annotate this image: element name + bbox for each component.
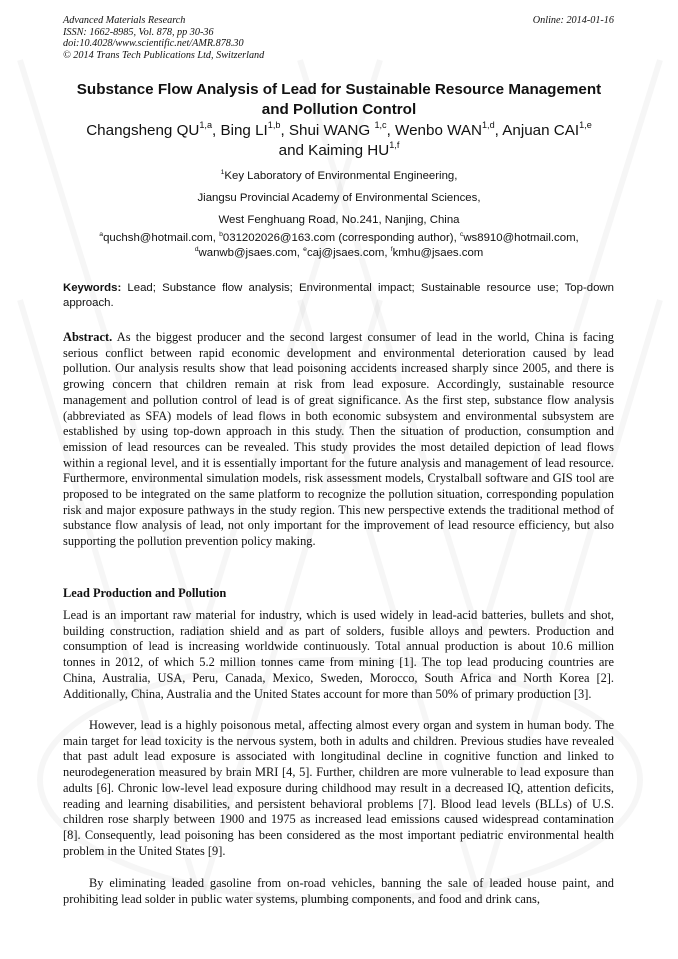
abstract — [63, 330, 614, 550]
author-line-2 — [30, 141, 648, 161]
email-line-2 — [40, 246, 638, 261]
author-line-1 — [30, 121, 648, 141]
author-name: Wenbo WAN — [395, 122, 482, 139]
affiliation — [40, 165, 638, 231]
author-separator: , — [212, 122, 221, 139]
email-marker: a — [99, 230, 104, 238]
author-affiliation-marker: 1,d — [481, 120, 495, 131]
affiliation-line-2: Jiangsu Provincial Academy of Environmental Sciences, — [197, 192, 481, 204]
email-marker: e — [303, 245, 307, 253]
email-address[interactable]: wanwb@jsaes.com, — [198, 247, 304, 259]
author-affiliation-marker: 1,c — [374, 120, 387, 131]
email-marker: b — [219, 230, 223, 238]
affiliation-text: Key Laboratory of Environmental Engineering, — [224, 170, 458, 182]
abstract-label: Abstract. — [63, 330, 113, 344]
author-name: Anjuan CAI — [502, 122, 580, 139]
journal-doi: doi:10.4028/www.scientific.net/AMR.878.30 — [63, 38, 244, 50]
paragraph-text: By eliminating leaded gasoline from on-road vehicles, banning the sale of leaded house paint, and prohibiting lead solder in public water systems, plumbing components, and food and drink cans, — [63, 876, 614, 906]
email-address[interactable]: kmhu@jsaes.com — [392, 247, 484, 259]
email-address[interactable]: 031202026@163.com (corresponding author), — [222, 232, 460, 244]
journal-copyright: © 2014 Trans Tech Publications Ltd, Switzerland — [63, 49, 265, 61]
author-affiliation-marker: 1,e — [579, 120, 592, 131]
email-line-1 — [40, 231, 638, 246]
email-marker: d — [194, 245, 199, 253]
journal-issn: ISSN: 1662-8985, Vol. 878, pp 30-36 — [63, 26, 214, 38]
author-separator: , — [280, 122, 289, 139]
title-line-2: and Pollution Control — [261, 101, 417, 118]
abstract-text: As the biggest producer and the second largest consumer of lead in the world, China is facing serious conflict between rapid economic development and environmental deterioration caused by lead pollution. Our analysis results show that lead poisoning accidents increased sharply since 2005, and there is growing concern that children remain at risk from lead exposure. Accordingly, sustainable resource management and pollution control of lead is of great significance. As the first step, substance flow analysis (abbreviated as SFA) models of lead flows in both economic subsystem and environmental subsystem are established by using top-down approach in this study. Then the situation of production, consumption and emission of lead resources can be revealed. This study provides the most detailed depiction of lead flows within a regional level, and it is essentially important for the future analysis and management of lead resource. Furthermore, environmental simulation models, risk assessment models, Crystalball software and GIS tool are proposed to be integrated on the same platform to recognize the pollution situation, corresponding population risk and major exposure pathways in the study region. This new perspective extends the traditional method of substance flow analysis of lead, not only important for the improvement of lead resource efficiency, but also supporting the pollution prevention policy making. — [63, 330, 614, 549]
author-separator: , — [494, 122, 503, 139]
section-heading: Lead Production and Pollution — [63, 586, 227, 600]
journal-header — [63, 15, 264, 61]
keywords — [63, 281, 614, 311]
email-address[interactable]: ws8910@hotmail.com, — [463, 232, 579, 244]
keywords-text: Lead; Substance flow analysis; Environmental impact; Sustainable resource use; Top-down approach. — [63, 282, 614, 309]
author-affiliation-marker: 1,a — [199, 120, 213, 131]
body-paragraph-1 — [63, 608, 614, 702]
author-name: Bing LI — [220, 122, 268, 139]
email-marker: f — [390, 245, 393, 253]
author-separator: , — [386, 122, 396, 139]
paragraph-text: However, lead is a highly poisonous metal, affecting almost every organ and system in human body. The main target for lead toxicity is the nervous system, both in adults and children. Previous studies have revealed that past adult lead exposure is associated with longitudinal decline in cognitive function and linked to neurodegeneration measured by brain MRI [4, 5]. Further, children are more vulnerable to lead exposure than adults [6]. Chronic low-level lead exposure during childhood may result in a decreased IQ, attention deficits, reading and learning disabilities, and persistent behavioral problems [7]. Blood lead levels (BLLs) of U.S. children rose sharply between 1900 and 1975 as increased lead emissions caused widespread contamination [8]. Consequently, lead poisoning has been considered as the most important pediatric environmental health problem in the United States [9]. — [63, 718, 614, 858]
paragraph-text: Lead is an important raw material for industry, which is used widely in lead-acid batteries, bullets and shot, building construction, radiation shield and as part of solders, fusible alloys and pewters. Production and consumption of lead is increasing worldwide continuously. Total annual production is about 10.6 million tonnes in 2012, of which 5.2 million tonnes came from mining [1]. The top lead producing countries are China, Australia, USA, Peru, Canada, Mexico, Sweden, Morocco, South Africa and North Korea [2]. Additionally, China, Australia and the United States account for more than 50% of primary production [3]. — [63, 608, 614, 701]
keywords-label: Keywords: — [63, 282, 122, 294]
author-affiliation-marker: 1,b — [267, 120, 281, 131]
author-name: Shui WANG — [288, 122, 375, 139]
email-marker: c — [459, 230, 464, 238]
author-emails — [40, 231, 638, 261]
email-address[interactable]: caj@jsaes.com, — [306, 247, 391, 259]
paper-title — [40, 80, 638, 120]
author-name: and Kaiming HU — [278, 142, 390, 159]
email-address[interactable]: quchsh@hotmail.com, — [103, 232, 220, 244]
author-affiliation-marker: 1,f — [389, 140, 400, 151]
body-paragraph-2 — [63, 718, 614, 859]
author-list — [30, 121, 648, 161]
affiliation-line-1 — [40, 165, 638, 187]
body-paragraph-3 — [63, 876, 614, 907]
affiliation-marker: 1 — [220, 168, 225, 176]
online-date: Online: 2014-01-16 — [532, 15, 614, 26]
journal-name: Advanced Materials Research — [63, 15, 186, 26]
affiliation-line-3: West Fenghuang Road, No.241, Nanjing, China — [218, 214, 460, 226]
title-line-1: Substance Flow Analysis of Lead for Sustainable Resource Management — [76, 81, 602, 98]
author-name: Changsheng QU — [86, 122, 200, 139]
